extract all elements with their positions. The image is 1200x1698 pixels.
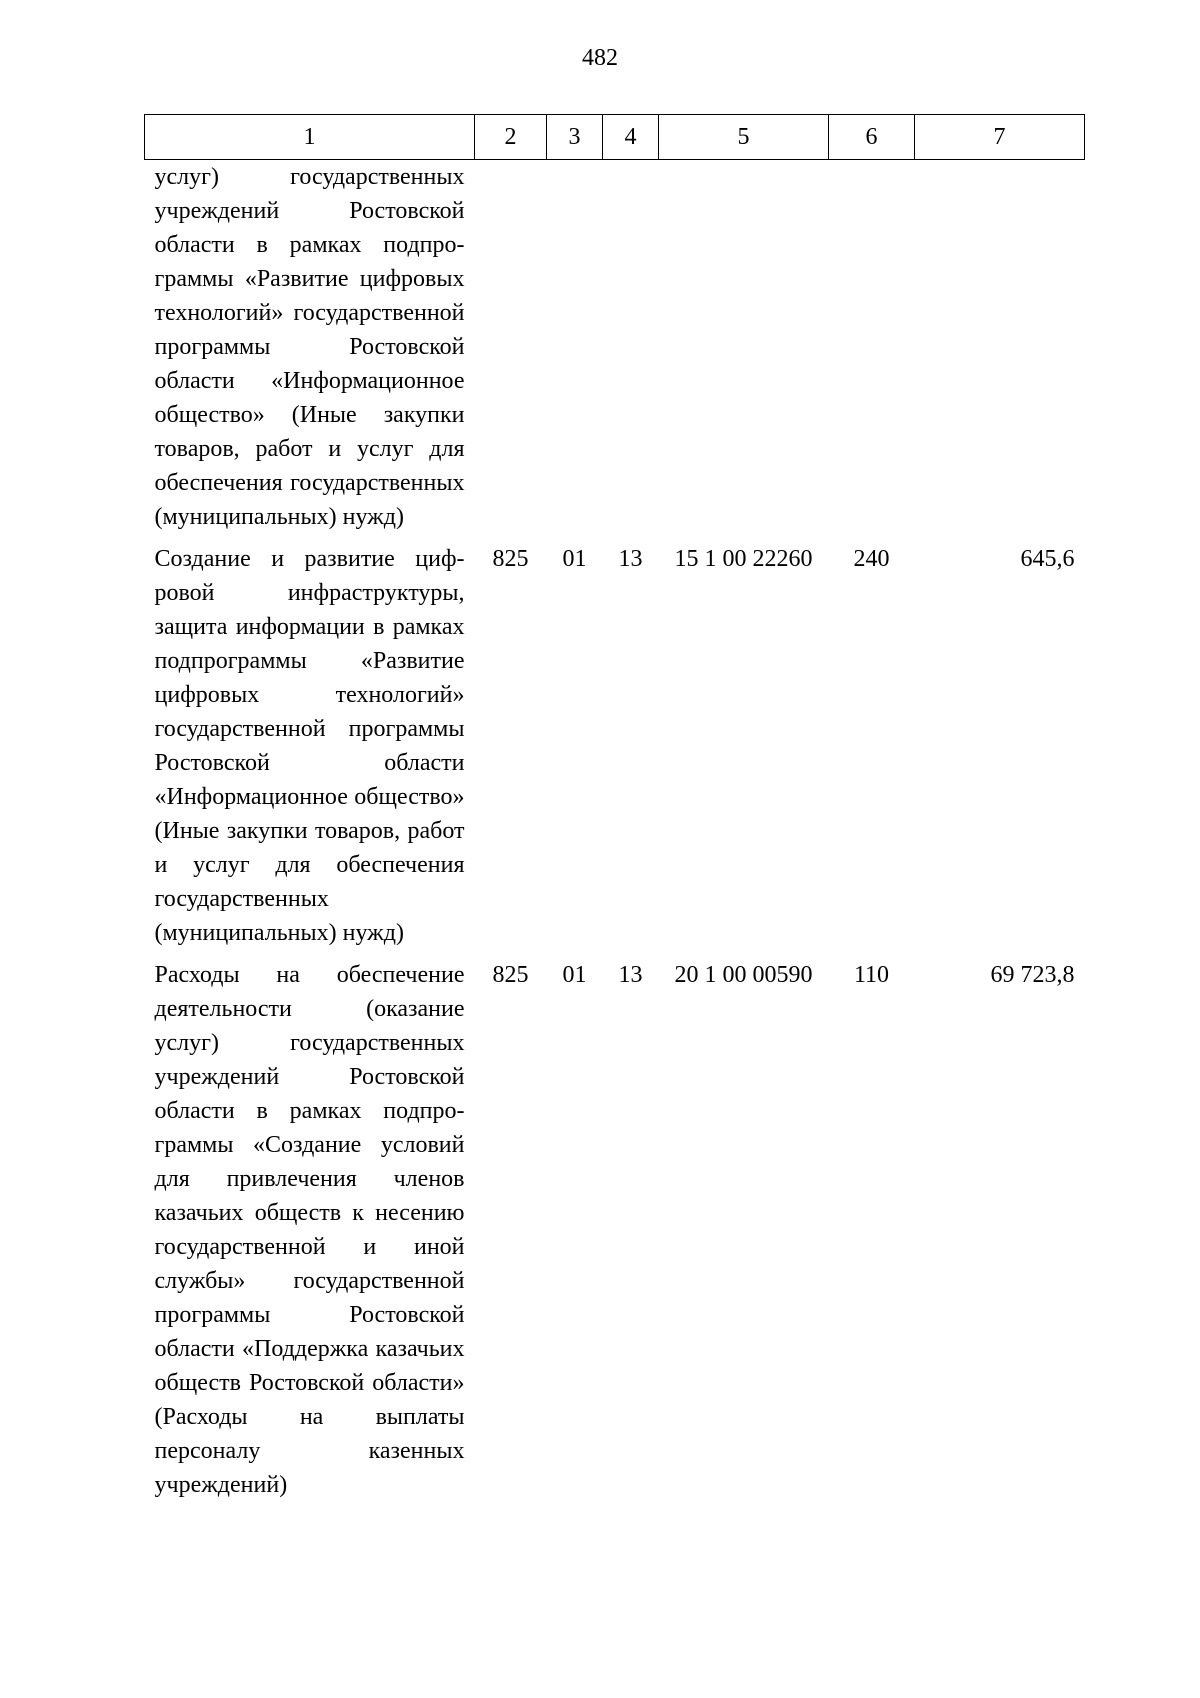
column-header-3: 3 [547, 115, 603, 160]
column-header-6: 6 [829, 115, 915, 160]
table-row [145, 958, 1085, 1510]
cell-target-article [659, 160, 829, 543]
budget-table [144, 114, 1085, 1510]
cell-subsection-code [603, 160, 659, 543]
row-description: Расходы на обеспечение деятельности (оказание услуг) государственных учреждений Ростовской области в рамках подпрограммы «Создание условий для привлечения членов казачьих обществ к несению государственной и иной службы» государственной программы Ростовской области «Поддержка казачьих обществ Ростовской области» (Расходы на выплаты персоналу казенных учреждений) [154, 962, 465, 1498]
row-description: Создание и развитие цифровой инфраструктуры, защита информации в рамках подпрограммы «Развитие цифровых технологий» государственной программы Ростовской области «Информационное общество» (Иные закупки товаров, работ и услуг для обеспечения государственных (муниципальных) нужд) [154, 546, 465, 946]
cell-ministry-code: 825 [492, 546, 529, 572]
page-number: 482 [582, 45, 618, 71]
column-header-1: 1 [145, 115, 475, 160]
cell-subsection-code: 13 [618, 546, 643, 572]
cell-amount: 69 723,8 [990, 962, 1075, 988]
cell-expense-type: 240 [853, 546, 890, 572]
cell-section-code [547, 160, 603, 543]
column-header-7: 7 [915, 115, 1085, 160]
cell-expense-type: 110 [853, 962, 890, 988]
column-header-2: 2 [475, 115, 547, 160]
cell-amount: 645,6 [1020, 546, 1075, 572]
table-header-row [145, 115, 1085, 160]
cell-section-code: 01 [562, 546, 587, 572]
column-header-5: 5 [659, 115, 829, 160]
column-header-4: 4 [603, 115, 659, 160]
cell-amount [915, 160, 1085, 543]
cell-expense-type [829, 160, 915, 543]
cell-target-article: 15 1 00 22260 [674, 546, 813, 572]
cell-target-article: 20 1 00 00590 [674, 962, 813, 988]
table-row [145, 160, 1085, 543]
cell-subsection-code: 13 [618, 962, 643, 988]
cell-ministry-code: 825 [492, 962, 529, 988]
cell-section-code: 01 [562, 962, 587, 988]
table-row [145, 542, 1085, 958]
cell-ministry-code [475, 160, 547, 543]
row-description: услуг) государственных учреждений Ростовской области в рамках подпрограммы «Развитие цифровых технологий» государственной программы Ростовской области «Информационное общество» (Иные закупки товаров, работ и услуг для обеспечения государственных (муниципальных) нужд) [154, 164, 465, 530]
